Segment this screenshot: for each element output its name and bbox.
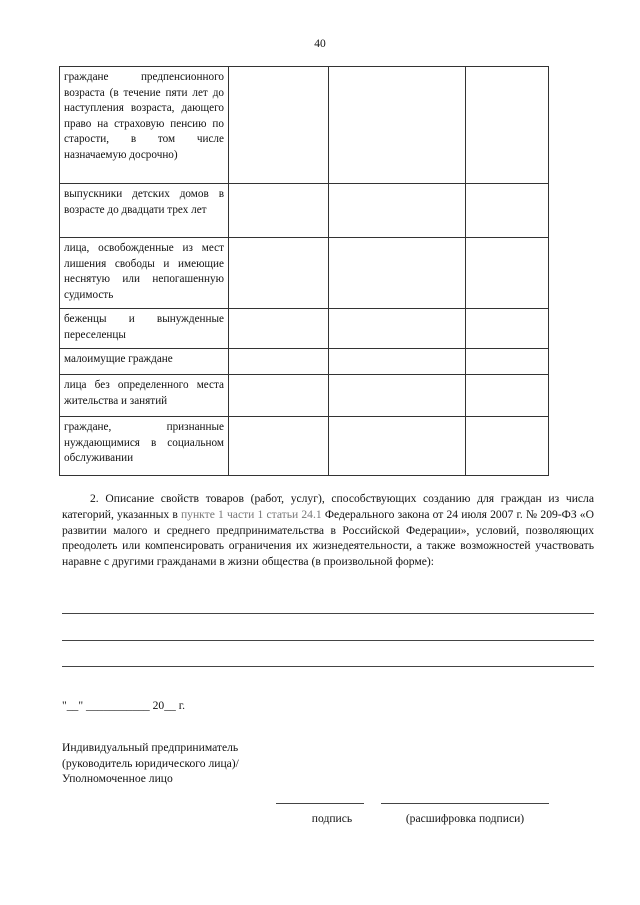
table-cell (229, 417, 329, 476)
table-cell (329, 309, 466, 349)
category-label: малоимущие граждане (60, 349, 229, 375)
section-2-text-end: Федерального закона от 24 июля 2007 г. № 209-ФЗ «О развитии малого и среднего предпринимательства в Российской Федерации», условий, позволяющих преодолеть или компенсировать ограничения их жизнедеятельности, а также возможностей участвовать наравне с другими гражданами в жизни общества (в произвольной форме): (62, 507, 594, 569)
table-row (60, 349, 549, 375)
table-cell (229, 67, 329, 184)
table-cell (329, 238, 466, 309)
table-cell (229, 238, 329, 309)
signature-line[interactable] (276, 803, 364, 804)
category-label: беженцы и вынужденные переселенцы (60, 309, 229, 349)
category-label: лица без определенного места жительства и занятий (60, 375, 229, 417)
section-2-text-start: 2. Описание свойств товаров (работ, услуг), способствующих созданию для граждан из числа категорий, указанных в (62, 492, 594, 521)
table-cell (329, 184, 466, 238)
answer-line[interactable] (62, 666, 594, 667)
answer-line[interactable] (62, 613, 594, 614)
signature-caption: подпись (311, 812, 353, 825)
table-cell (229, 184, 329, 238)
table-cell (229, 375, 329, 417)
table-cell (329, 375, 466, 417)
table-cell (229, 309, 329, 349)
category-label: лица, освобожденные из мест лишения свободы и имеющие неснятую или непогашенную судимость (60, 238, 229, 309)
category-label: граждане предпенсионного возраста (в течение пяти лет до наступления возраста, дающего право на страховую пенсию по старости, в том числе назначаемую досрочно) (60, 67, 229, 184)
table-row (60, 309, 549, 349)
table-cell (466, 349, 549, 375)
table-row (60, 375, 549, 417)
table-cell (466, 238, 549, 309)
decoding-caption: (расшифровка подписи) (405, 812, 525, 825)
table-cell (329, 67, 466, 184)
law-reference-link[interactable]: пункте 1 части 1 статьи 24.1 (180, 507, 322, 521)
table-cell (229, 349, 329, 375)
table-cell (466, 417, 549, 476)
table-row (60, 67, 549, 184)
signer-title: Индивидуальный предприниматель (руководитель юридического лица)/Уполномоченное лицо (62, 741, 239, 786)
answer-line[interactable] (62, 640, 594, 641)
section-2-paragraph (62, 491, 594, 570)
table-row (60, 184, 549, 238)
table-cell (466, 309, 549, 349)
table-cell (466, 375, 549, 417)
table-cell (466, 67, 549, 184)
table-cell (466, 184, 549, 238)
categories-table (59, 66, 549, 476)
table-cell (329, 417, 466, 476)
table-row (60, 238, 549, 309)
table-cell (329, 349, 466, 375)
table-row (60, 417, 549, 476)
signature-decoding-line[interactable] (381, 803, 549, 804)
category-label: выпускники детских домов в возрасте до двадцати трех лет (60, 184, 229, 238)
date-field[interactable]: "__" ___________ 20__ г. (62, 699, 186, 712)
category-label: граждане, признанные нуждающимися в социальном обслуживании (60, 417, 229, 476)
page-number: 40 (314, 38, 326, 50)
